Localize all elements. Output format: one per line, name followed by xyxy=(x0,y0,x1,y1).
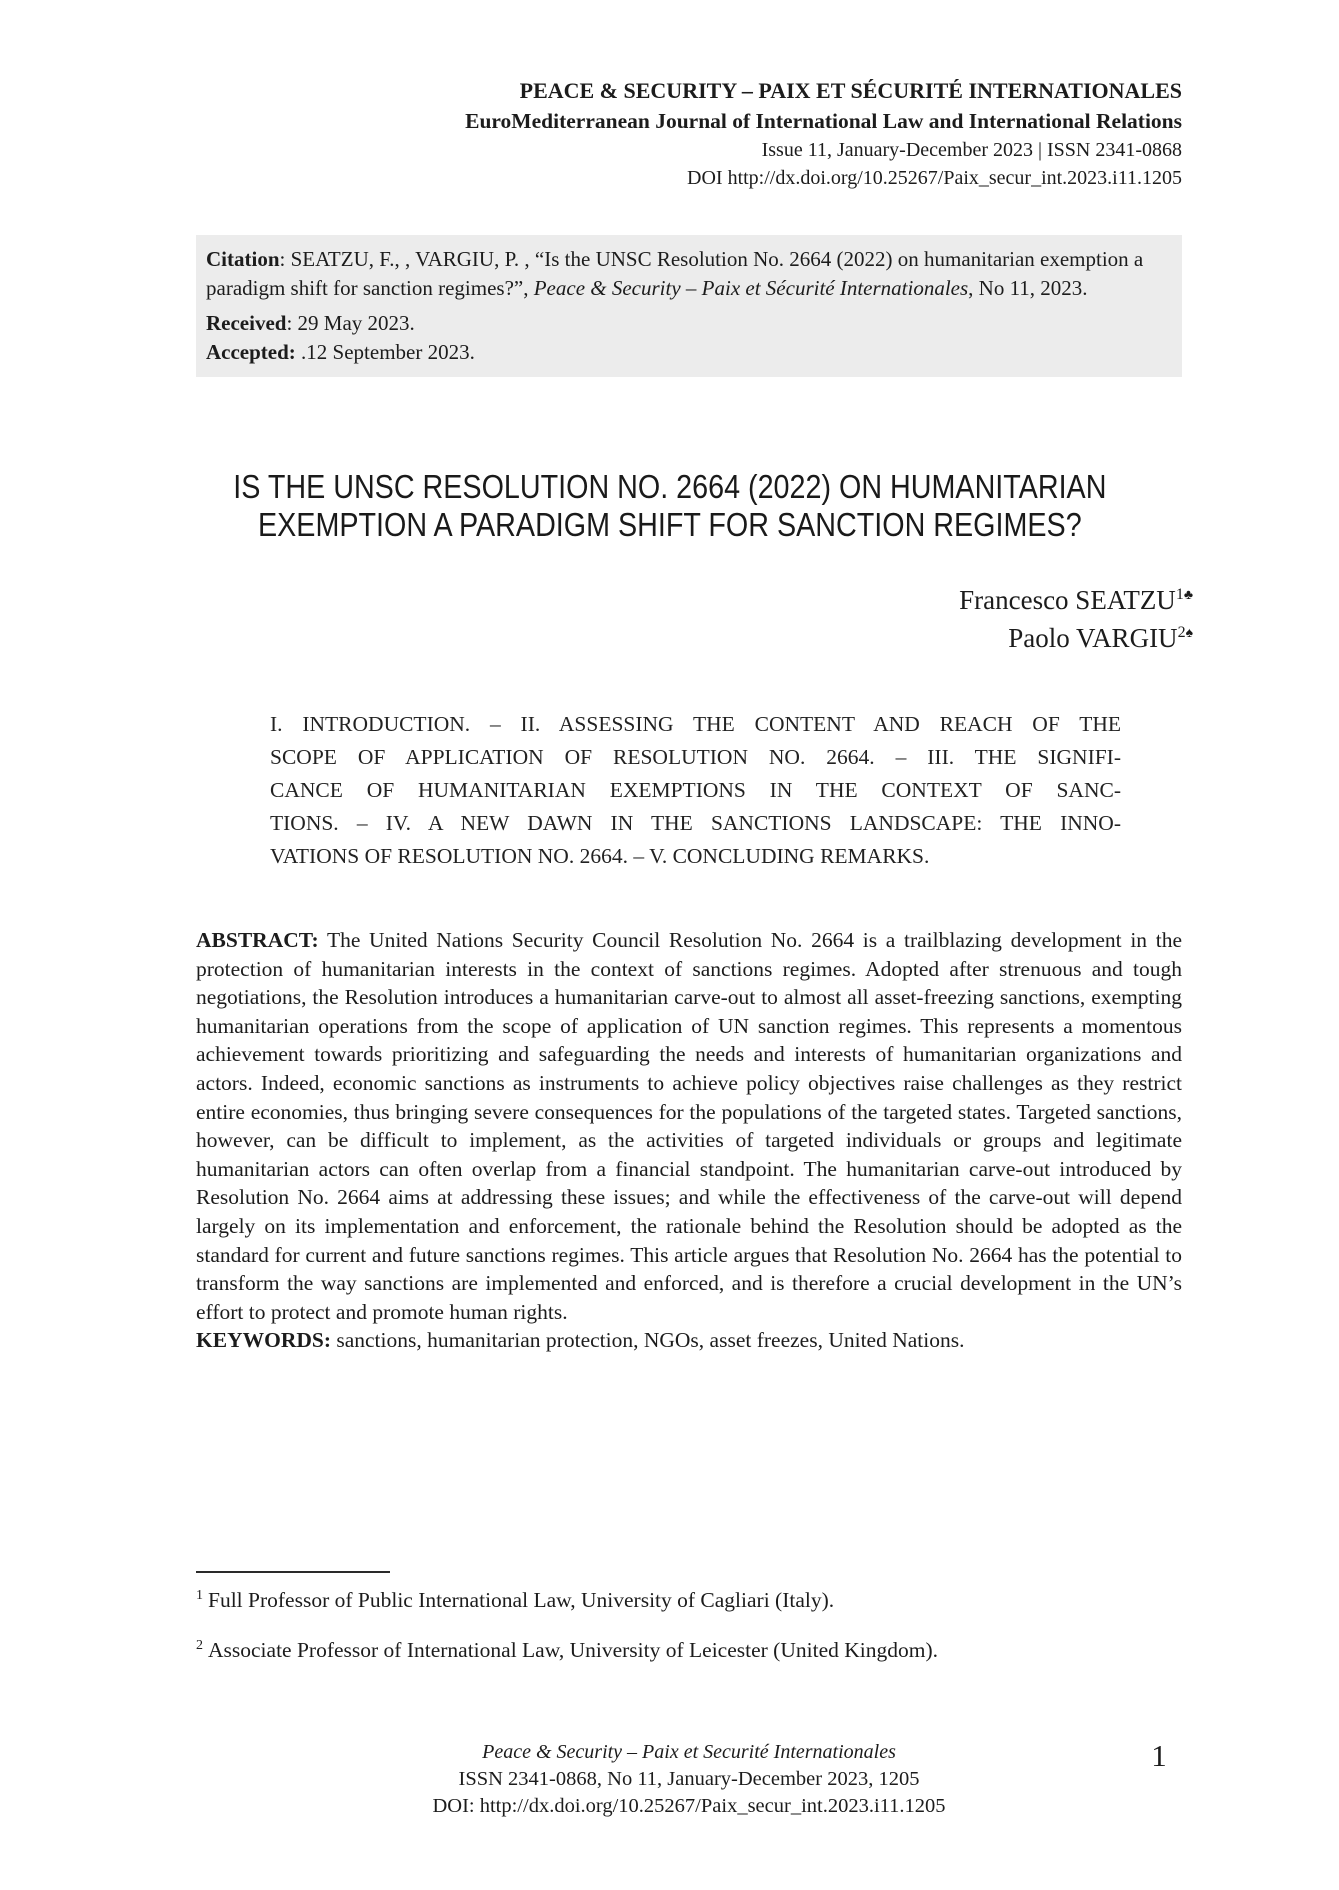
toc-line-5: VATIONS OF RESOLUTION NO. 2664. – V. CONCLUDING REMARKS. xyxy=(270,844,930,868)
abstract-section xyxy=(196,926,1182,1355)
author-2-footnote-marker xyxy=(1178,624,1193,641)
author-2-name: Paolo VARGIU xyxy=(1008,623,1178,653)
article-title-line-2: EXEMPTION A PARADIGM SHIFT FOR SANCTION REGIMES? xyxy=(257,506,1082,543)
author-1-name: Francesco SEATZU xyxy=(959,585,1176,615)
citation-text-end: , No 11, 2023. xyxy=(968,276,1088,300)
journal-title: PEACE & SECURITY – PAIX ET SÉCURITÉ INTERNATIONALES xyxy=(519,78,1182,103)
footer-issn-line: ISSN 2341-0868, No 11, January-December 2023, 1205 xyxy=(458,1768,920,1790)
footer-journal-name: Peace & Security – Paix et Securité Internationales xyxy=(482,1741,896,1763)
toc-line-4: TIONS. – IV. A NEW DAWN IN THE SANCTIONS LANDSCAPE: THE INNO- xyxy=(270,811,1121,835)
author-1-footnote-number: 1 xyxy=(1175,586,1184,603)
toc-line-1: I. INTRODUCTION. – II. ASSESSING THE CONTENT AND REACH OF THE xyxy=(270,712,1121,736)
received-date: : 29 May 2023. xyxy=(286,311,415,335)
accepted-date: .12 September 2023. xyxy=(295,340,475,364)
citation-label: Citation xyxy=(206,247,280,271)
accepted-line xyxy=(206,338,1170,367)
article-title-line-1: IS THE UNSC RESOLUTION NO. 2664 (2022) ON HUMANITARIAN xyxy=(232,468,1107,505)
footnote-1-text: Full Professor of Public International Law, University of Cagliari (Italy). xyxy=(208,1588,835,1612)
author-1-footnote-marker xyxy=(1176,586,1193,603)
toc-line-2: SCOPE OF APPLICATION OF RESOLUTION NO. 2664. – III. THE SIGNIFI- xyxy=(270,745,1121,769)
accepted-label: Accepted: xyxy=(206,340,296,364)
header-doi-line: DOI http://dx.doi.org/10.25267/Paix_secur_int.2023.i11.1205 xyxy=(687,167,1182,189)
abstract-paragraph xyxy=(196,926,1182,1326)
abstract-text: The United Nations Security Council Resolution No. 2664 is a trailblazing development in the protection of humanitarian interests in the context of sanctions regimes. Adopted after strenuous and tough negotiations, the Resolution introduces a humanitarian carve-out to almost all asset-freezing sanctions, exempting humanitarian operations from the scope of application of UN sanction regimes. This represents a momentous achievement towards prioritizing and safeguarding the needs and interests of humanitarian organizations and actors. Indeed, economic sanctions as instruments to achieve policy objectives raise challenges as they restrict entire economies, thus bringing severe consequences for the populations of the targeted states. Targeted sanctions, however, can be difficult to implement, as the activities of targeted individuals or groups and legitimate humanitarian actors can often overlap from a financial standpoint. The humanitarian carve-out introduced by Resolution No. 2664 aims at addressing these issues; and while the effectiveness of the carve-out will depend largely on its implementation and enforcement, the rationale behind the Resolution should be adopted as the standard for current and future sanctions regimes. This article argues that Resolution No. 2664 has the potential to transform the way sanctions are implemented and enforced, and is therefore a crucial development in the UN’s effort to protect and promote human rights. xyxy=(196,928,1182,1324)
footnotes-section xyxy=(196,1586,1182,1686)
issue-issn-line: Issue 11, January-December 2023 | ISSN 2341-0868 xyxy=(761,139,1182,161)
received-label: Received xyxy=(206,311,287,335)
keywords-text: sanctions, humanitarian protection, NGOs, asset freezes, United Nations. xyxy=(330,1328,965,1353)
citation-journal-name: Peace & Security – Paix et Sécurité Internationales xyxy=(533,276,969,300)
footnote-1 xyxy=(196,1586,1182,1615)
journal-subtitle: EuroMediterranean Journal of International Law and International Relations xyxy=(465,109,1182,133)
footnote-2 xyxy=(196,1636,1182,1665)
page-number: 1 xyxy=(1151,1738,1167,1773)
keywords-label: KEYWORDS: xyxy=(196,1328,331,1353)
table-of-contents xyxy=(270,708,1121,873)
author-2 xyxy=(196,619,1193,657)
citation-line xyxy=(206,245,1170,303)
journal-masthead xyxy=(196,76,1182,192)
keywords-line xyxy=(196,1326,1182,1355)
page-footer xyxy=(196,1739,1182,1820)
citation-text: : SEATZU, F., , VARGIU, P. , “Is the UNSC Resolution No. 2664 (2022) on humanitarian exemption a paradigm shift for sanction regimes?”, xyxy=(206,247,1144,300)
footnote-1-marker: 1 xyxy=(196,1587,203,1603)
article-title-lines xyxy=(233,468,1106,544)
article-title xyxy=(0,468,1339,544)
author-2-footnote-number: 2 xyxy=(1177,624,1186,641)
toc-line-3: CANCE OF HUMANITARIAN EXEMPTIONS IN THE CONTEXT OF SANC- xyxy=(270,778,1121,802)
author-list xyxy=(196,581,1193,657)
citation-box xyxy=(196,235,1182,377)
footer-doi-line: DOI: http://dx.doi.org/10.25267/Paix_secur_int.2023.i11.1205 xyxy=(432,1795,946,1817)
footnote-2-text: Associate Professor of International Law, University of Leicester (United Kingdom). xyxy=(208,1638,938,1662)
author-1 xyxy=(196,581,1193,619)
footnote-divider xyxy=(196,1571,390,1573)
received-line xyxy=(206,309,1170,338)
spade-suit-icon: ♠ xyxy=(1185,626,1193,641)
club-suit-icon: ♣ xyxy=(1183,588,1193,603)
abstract-label: ABSTRACT: xyxy=(196,928,319,952)
footnote-2-marker: 2 xyxy=(196,1637,203,1653)
